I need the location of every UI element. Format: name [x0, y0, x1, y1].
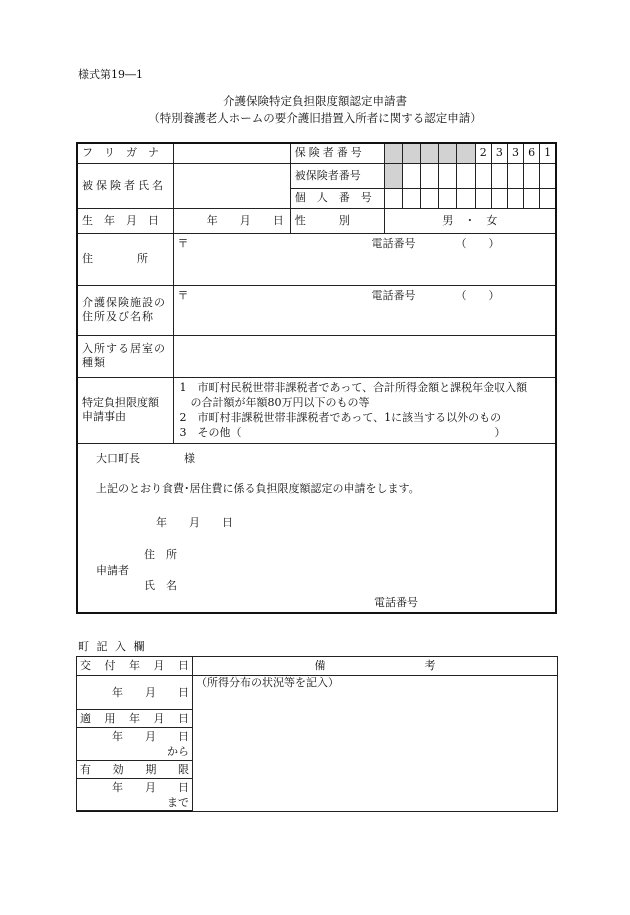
individual-digit[interactable] [384, 188, 402, 208]
insured-name-label: 被保険者氏名 [77, 163, 173, 208]
application-date[interactable]: 年 月 日 [156, 515, 233, 529]
phone-label: 電話番号 [371, 288, 416, 302]
individual-number-label: 個 人 番 号 [290, 188, 384, 208]
room-type-field[interactable] [173, 335, 556, 377]
insured-digit[interactable] [540, 163, 556, 188]
individual-digit[interactable] [540, 188, 556, 208]
insurer-digit[interactable]: 3 [491, 143, 507, 163]
issue-date-field[interactable]: 年 月 日 [77, 676, 193, 710]
sex-label: 性 別 [290, 208, 384, 233]
apply-from-label: から [167, 745, 189, 758]
application-table [76, 142, 557, 614]
individual-digit[interactable] [507, 188, 523, 208]
insured-number-label: 被保険者番号 [290, 163, 384, 188]
insurer-digit[interactable]: 3 [507, 143, 523, 163]
reason-option-1-cont: の合計額が年額80万円以下のもの等 [179, 396, 370, 409]
town-table [76, 656, 558, 812]
sex-field[interactable]: 男 ・ 女 [384, 208, 556, 233]
furigana-field[interactable] [173, 143, 290, 163]
facility-field[interactable] [173, 285, 556, 335]
form-number: 様式第19―1 [78, 68, 143, 81]
reason-label: 特定負担限度額申請事由 [77, 377, 173, 443]
applicant-phone-label: 電話番号 [374, 595, 418, 609]
postal-mark: 〒 [177, 288, 189, 302]
declaration-area [77, 443, 556, 613]
reason-option-3[interactable]: 3 その他（ ） [179, 426, 506, 439]
applicant-name-label: 氏 名 [144, 578, 177, 592]
individual-digit[interactable] [402, 188, 420, 208]
reason-option-2[interactable]: 2 市町村非課税世帯非課税者であって、1に該当する以外のもの [179, 411, 502, 424]
remarks-note: （所得分布の状況等を記入） [196, 676, 339, 689]
valid-date-value: 年 月 日 [112, 780, 189, 794]
phone-area-code: （ ） [455, 236, 500, 250]
apply-date-field[interactable] [77, 728, 193, 761]
insured-digit[interactable] [439, 163, 457, 188]
apply-date-value: 年 月 日 [112, 730, 189, 743]
insurer-digit[interactable] [457, 143, 475, 163]
facility-label: 介護保険施設の住所及び名称 [77, 285, 173, 335]
form-subtitle: （特別養護老人ホームの要介護旧措置入所者に関する認定申請） [148, 111, 482, 125]
insured-digit[interactable] [384, 163, 402, 188]
individual-digit[interactable] [421, 188, 439, 208]
insurer-number-label: 保険者番号 [290, 143, 384, 163]
insurer-digit[interactable]: 2 [475, 143, 491, 163]
postal-mark: 〒 [177, 236, 189, 250]
form-title: 介護保険特定負担限度額認定申請書 [223, 94, 407, 108]
phone-label: 電話番号 [371, 236, 416, 250]
individual-digit[interactable] [491, 188, 507, 208]
insurer-digit[interactable] [384, 143, 402, 163]
address-label: 住 所 [77, 233, 173, 285]
address-field[interactable] [173, 233, 556, 285]
insured-digit[interactable] [491, 163, 507, 188]
insured-digit[interactable] [421, 163, 439, 188]
room-type-label: 入所する居室の種類 [77, 335, 173, 377]
issue-date-label: 交付年月日 [77, 657, 193, 676]
insured-digit[interactable] [507, 163, 523, 188]
insured-digit[interactable] [402, 163, 420, 188]
declaration-statement: 上記のとおり食費･居住費に係る負担限度額認定の申請をします。 [96, 481, 420, 495]
mayor-addressee: 大口町長 様 [96, 451, 195, 465]
phone-area-code: （ ） [455, 288, 500, 302]
insurer-digit[interactable] [421, 143, 439, 163]
reason-option-1[interactable]: 1 市町村民税世帯非課税者であって、合計所得金額と課税年金収入額 [179, 381, 528, 394]
individual-digit[interactable] [439, 188, 457, 208]
remarks-field[interactable] [193, 676, 558, 812]
apply-date-label: 適用年月日 [77, 710, 193, 728]
insured-digit[interactable] [475, 163, 491, 188]
insurer-digit[interactable]: 1 [540, 143, 556, 163]
remarks-label: 備 考 [193, 657, 558, 676]
insurer-digit[interactable] [402, 143, 420, 163]
applicant-label: 申請者 [96, 563, 129, 577]
reason-options [173, 377, 556, 443]
individual-digit[interactable] [524, 188, 540, 208]
birth-date-label: 生 年 月 日 [77, 208, 173, 233]
town-section-heading: 町 記 入 欄 [78, 640, 147, 653]
furigana-label: フ リ ガ ナ [77, 143, 173, 163]
individual-digit[interactable] [457, 188, 475, 208]
birth-date-field[interactable]: 年 月 日 [173, 208, 290, 233]
valid-until-field[interactable] [77, 779, 193, 811]
applicant-address-label: 住 所 [144, 547, 177, 561]
valid-until-suffix: まで [167, 795, 189, 809]
valid-until-label: 有効期限 [77, 761, 193, 779]
insurer-digit[interactable] [439, 143, 457, 163]
individual-digit[interactable] [475, 188, 491, 208]
insured-digit[interactable] [457, 163, 475, 188]
insured-name-field[interactable] [173, 163, 290, 208]
insured-digit[interactable] [524, 163, 540, 188]
insurer-digit[interactable]: 6 [524, 143, 540, 163]
